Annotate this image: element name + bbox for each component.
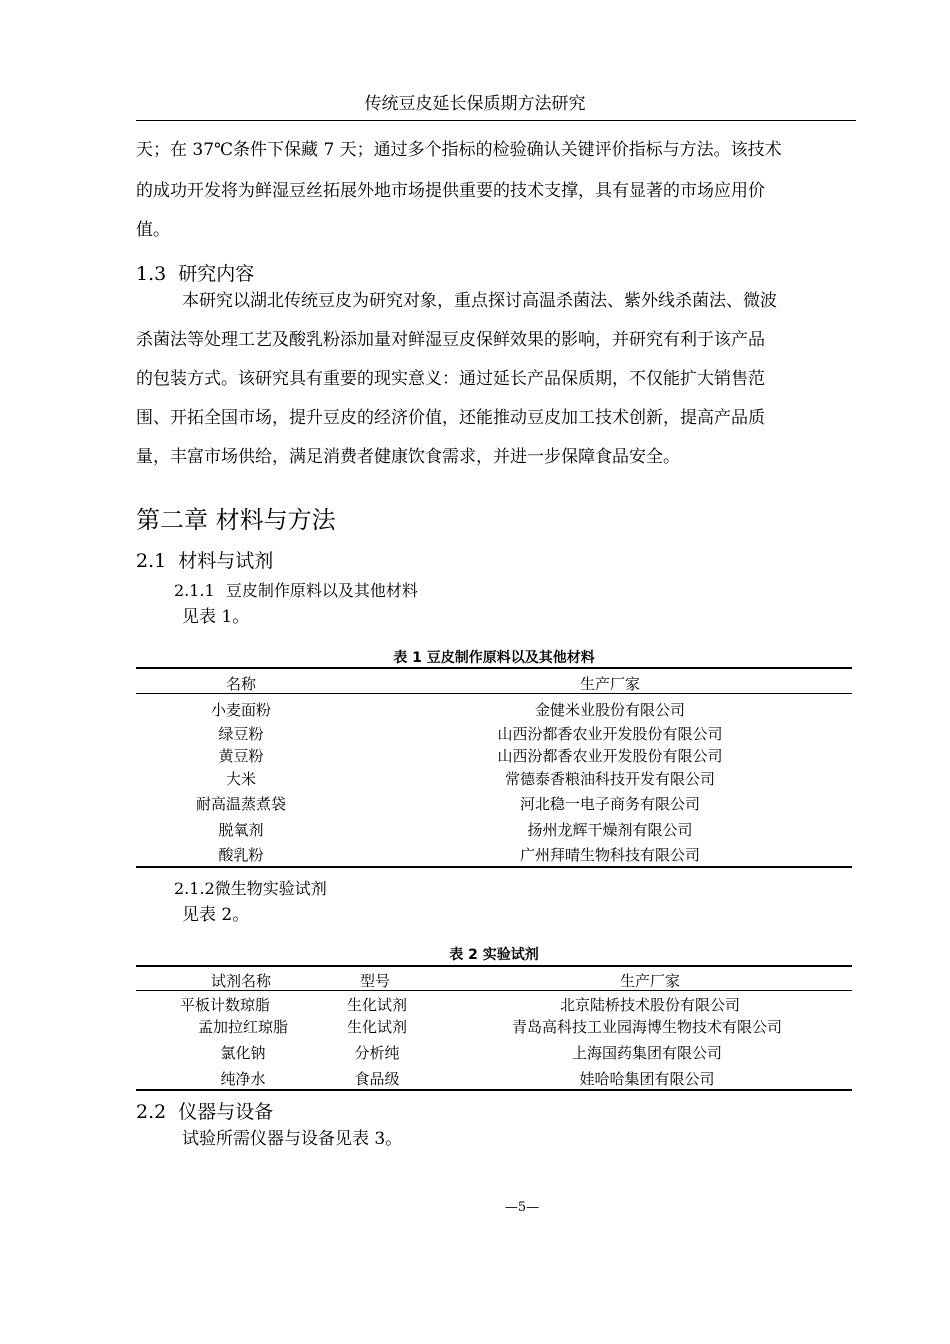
sec211-text: 见表 1。 [182, 607, 250, 627]
table-row-cell: 纯净水 [220, 1070, 266, 1088]
table-row-cell: 氯化钠 [220, 1044, 266, 1062]
table-row-cell: 娃哈哈集团有限公司 [579, 1070, 715, 1088]
table-2-header-model: 型号 [359, 972, 390, 990]
section-2-1-2-heading [174, 876, 327, 899]
sec13-line-5: 量，丰富市场供给，满足消费者健康饮食需求，并进一步保障食品安全。 [136, 447, 680, 467]
table-row-cell: 耐高温蒸煮袋 [195, 795, 286, 813]
table-row-cell: 青岛高科技工业园海博生物技术有限公司 [511, 1018, 782, 1036]
section-title: 微生物实验试剂 [214, 879, 327, 898]
sec212-text: 见表 2。 [182, 905, 250, 925]
table-row-cell: 北京陆桥技术股份有限公司 [559, 996, 740, 1014]
table-row-cell: 孟加拉红琼脂 [197, 1018, 288, 1036]
table-row-cell: 平板计数琼脂 [179, 996, 270, 1014]
table-row-cell: 酸乳粉 [218, 846, 264, 864]
page-number: —5— [504, 1200, 540, 1215]
intro-line-1: 天；在 37℃条件下保藏 7 天；通过多个指标的检验确认关键评价指标与方法。该技术 [136, 140, 782, 160]
table-2-header-name: 试剂名称 [210, 972, 271, 990]
table-row-cell: 广州拜晴生物科技有限公司 [519, 846, 700, 864]
table-2-header-rule [136, 990, 852, 991]
table-row-cell: 上海国药集团有限公司 [571, 1044, 722, 1062]
section-title: 豆皮制作原料以及其他材料 [225, 581, 418, 600]
intro-line-2: 的成功开发将为鲜湿豆丝拓展外地市场提供重要的技术支撑，具有显著的市场应用价 [136, 181, 765, 201]
sec13-line-1: 本研究以湖北传统豆皮为研究对象，重点探讨高温杀菌法、紫外线杀菌法、微波 [182, 291, 777, 311]
table-row-cell: 金健米业股份有限公司 [534, 701, 685, 719]
table-1-header-maker: 生产厂家 [579, 675, 640, 693]
table-row-cell: 绿豆粉 [218, 725, 264, 743]
table-1-caption: 表 1 豆皮制作原料以及其他材料 [393, 650, 595, 666]
sec13-line-3: 的包装方式。该研究具有重要的现实意义：通过延长产品保质期，不仅能扩大销售范 [136, 369, 765, 389]
section-number: 2.2 [136, 1101, 167, 1123]
section-title: 仪器与设备 [178, 1101, 274, 1123]
table-2-caption: 表 2 实验试剂 [449, 947, 539, 963]
sec22-text: 试验所需仪器与设备见表 3。 [182, 1129, 403, 1149]
table-row-cell: 扬州龙辉干燥剂有限公司 [527, 821, 693, 839]
table-row-cell: 黄豆粉 [218, 747, 264, 765]
table-row-cell: 大米 [225, 770, 256, 788]
table-row-cell: 生化试剂 [346, 1018, 407, 1036]
table-2-header-maker: 生产厂家 [619, 972, 680, 990]
table-1-bottom-rule [136, 866, 852, 868]
table-row-cell: 分析纯 [354, 1044, 400, 1062]
table-row-cell: 河北稳一电子商务有限公司 [519, 795, 700, 813]
table-1-header-name: 名称 [225, 675, 256, 693]
header-rule [136, 120, 856, 121]
section-number: 2.1 [136, 550, 167, 572]
running-header: 传统豆皮延长保质期方法研究 [364, 94, 586, 114]
table-row-cell: 生化试剂 [346, 996, 407, 1014]
section-number: 2.1.2 [174, 879, 215, 898]
table-row-cell: 小麦面粉 [210, 701, 271, 719]
section-number: 2.1.1 [174, 581, 215, 600]
table-2-bottom-rule [136, 1089, 852, 1091]
table-2-top-rule [136, 965, 852, 967]
table-row-cell: 常德泰香粮油科技开发有限公司 [504, 770, 715, 788]
sec13-line-4: 围、开拓全国市场，提升豆皮的经济价值，还能推动豆皮加工技术创新，提高产品质 [136, 408, 765, 428]
section-2-1-1-heading [174, 578, 418, 601]
table-row-cell: 食品级 [354, 1070, 400, 1088]
chapter-2-title: 第二章 材料与方法 [136, 506, 336, 534]
intro-line-3: 值。 [136, 220, 170, 240]
table-1-top-rule [136, 667, 852, 669]
table-row-cell: 脱氧剂 [218, 821, 264, 839]
table-row-cell: 山西汾都香农业开发股份有限公司 [497, 725, 723, 743]
section-title: 材料与试剂 [178, 550, 274, 572]
table-row-cell: 山西汾都香农业开发股份有限公司 [497, 747, 723, 765]
sec13-line-2: 杀菌法等处理工艺及酸乳粉添加量对鲜湿豆皮保鲜效果的影响，并研究有利于该产品 [136, 330, 765, 350]
table-1-header-rule [136, 693, 852, 694]
section-number: 1.3 [136, 263, 167, 285]
section-2-2-heading [136, 1097, 273, 1124]
section-2-1-heading [136, 546, 273, 573]
section-1-3-heading [136, 259, 254, 286]
section-title: 研究内容 [178, 263, 255, 285]
